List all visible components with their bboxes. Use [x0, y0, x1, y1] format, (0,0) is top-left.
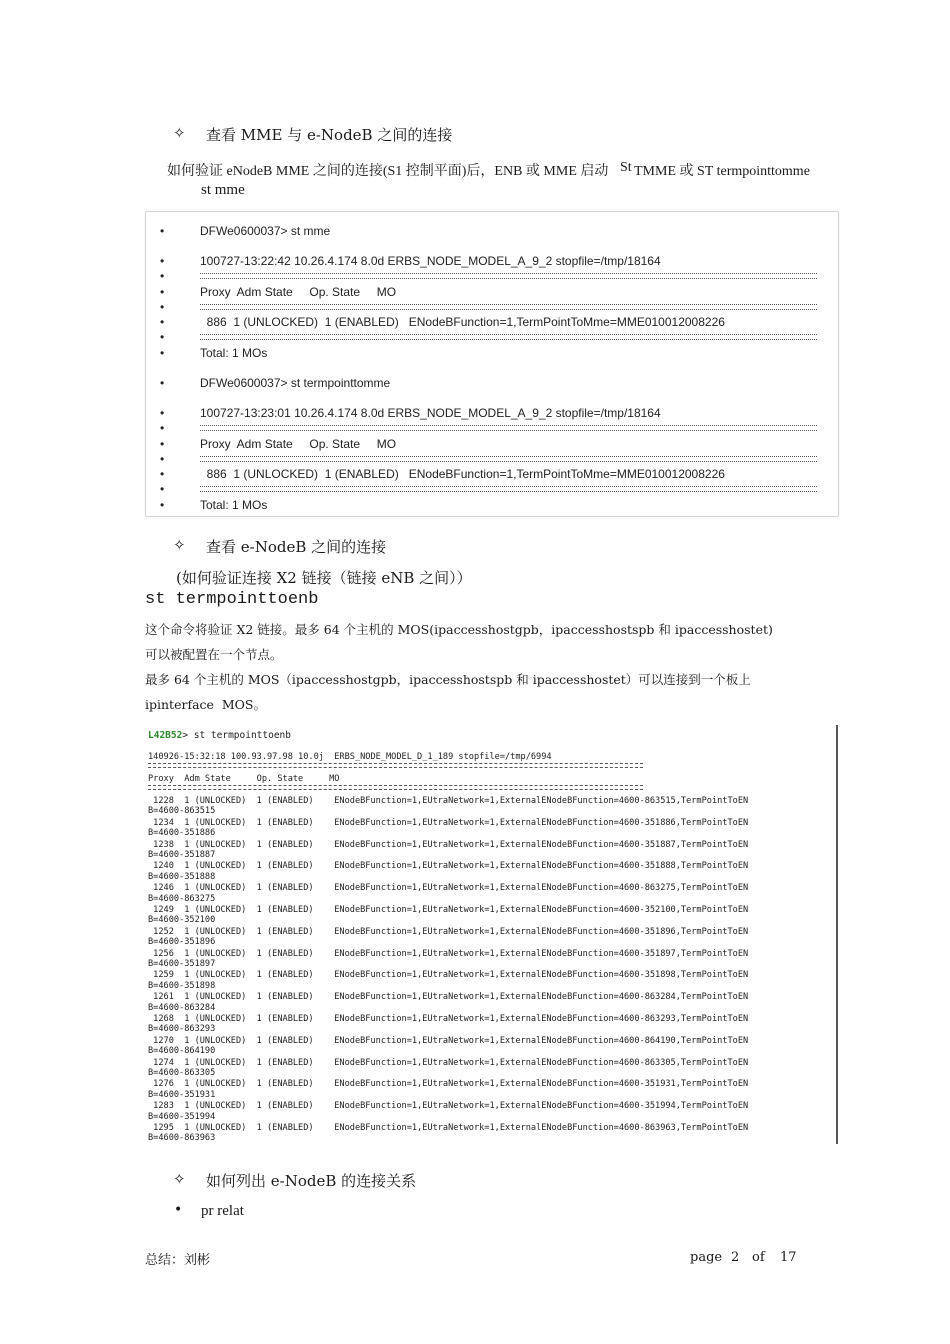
terminal-row: 1252 1 (UNLOCKED) 1 (ENABLED) ENodeBFunction=1,EUtraNetwork=1,ExternalENodeBFunction=4600-351896,TermPointToEN	[148, 927, 749, 937]
section-heading-enb: 查看 e-NodeB 之间的连接	[206, 538, 387, 556]
list-bullet-icon: •	[160, 285, 165, 299]
list-bullet-icon: •	[160, 482, 165, 496]
separator-line	[200, 304, 817, 310]
list-bullet-icon: •	[160, 269, 165, 283]
list-bullet-icon: •	[160, 300, 165, 314]
list-bullet-icon: •	[160, 315, 165, 329]
section-heading-relations: 如何列出 e-NodeB 的连接关系	[206, 1172, 417, 1190]
list-bullet-icon: •	[160, 376, 165, 390]
output-line: Proxy Adm State Op. State MO	[200, 285, 397, 299]
footer-total-pages: 17	[780, 1250, 797, 1265]
command-pr-relat: pr relat	[201, 1203, 244, 1219]
paragraph-line-3: 最多 64 个主机的 MOS（ipaccesshostgpb，ipaccesshostspb 和 ipaccesshostet）可以连接到一个板上	[145, 672, 751, 687]
terminal-row-continuation: B=4600-863275	[148, 894, 216, 904]
command-termpointtoenb: st termpointtoenb	[145, 590, 319, 609]
terminal-row: 1261 1 (UNLOCKED) 1 (ENABLED) ENodeBFunction=1,EUtraNetwork=1,ExternalENodeBFunction=4600-863284,TermPointToEN	[148, 992, 749, 1002]
output-line: 886 1 (UNLOCKED) 1 (ENABLED) ENodeBFunction=1,TermPointToMme=MME010012008226	[200, 467, 725, 481]
intro-overlap-text: St	[620, 160, 632, 175]
terminal-row-continuation: B=4600-351898	[148, 981, 216, 991]
terminal-screenshot	[146, 725, 838, 1144]
terminal-header-line: 140926-15:32:18 100.93.97.98 10.0j ERBS_NODE_MODEL_D_1_189 stopfile=/tmp/6994	[148, 752, 552, 762]
terminal-separator	[148, 763, 643, 768]
section-heading-mme: 查看 MME 与 e-NodeB 之间的连接	[206, 126, 453, 144]
output-line: Total: 1 MOs	[200, 498, 268, 512]
terminal-row-continuation: B=4600-351897	[148, 959, 216, 969]
paragraph-line-1: 这个命令将验证 X2 链接。最多 64 个主机的 MOS(ipaccesshostgpb，ipaccesshostspb 和 ipaccesshostet)	[145, 622, 773, 637]
list-bullet-icon: •	[160, 224, 165, 238]
output-line: Total: 1 MOs	[200, 346, 268, 360]
footer-of-word: of	[752, 1250, 765, 1265]
intro-line: 如何验证 eNodeB MME 之间的连接(S1 控制平面)后，ENB 或 MME 启动	[167, 164, 609, 179]
terminal-separator	[148, 785, 643, 790]
terminal-row-continuation: B=4600-351994	[148, 1112, 216, 1122]
prompt-command: > st termpointtoenb	[182, 730, 291, 741]
terminal-row-continuation: B=4600-351888	[148, 872, 216, 882]
footer-page-number: 2	[731, 1250, 740, 1265]
terminal-row-continuation: B=4600-863515	[148, 806, 216, 816]
diamond-bullet-icon: ✧	[173, 536, 186, 554]
list-bullet-icon: •	[160, 330, 165, 344]
output-line: 886 1 (UNLOCKED) 1 (ENABLED) ENodeBFunction=1,TermPointToMme=MME010012008226	[200, 315, 725, 329]
terminal-row-continuation: B=4600-351887	[148, 850, 216, 860]
terminal-row: 1274 1 (UNLOCKED) 1 (ENABLED) ENodeBFunction=1,EUtraNetwork=1,ExternalENodeBFunction=4600-863305,TermPointToEN	[148, 1058, 749, 1068]
list-bullet-icon: •	[160, 498, 165, 512]
output-line: DFWe0600037> st mme	[200, 224, 331, 238]
terminal-row-continuation: B=4600-863293	[148, 1024, 216, 1034]
prompt-node-name: L42B52	[148, 730, 183, 741]
terminal-row-continuation: B=4600-352100	[148, 915, 216, 925]
terminal-row: 1295 1 (UNLOCKED) 1 (ENABLED) ENodeBFunction=1,EUtraNetwork=1,ExternalENodeBFunction=4600-863963,TermPointToEN	[148, 1123, 749, 1133]
terminal-row-continuation: B=4600-863963	[148, 1133, 216, 1143]
terminal-row: 1256 1 (UNLOCKED) 1 (ENABLED) ENodeBFunction=1,EUtraNetwork=1,ExternalENodeBFunction=4600-351897,TermPointToEN	[148, 949, 749, 959]
paragraph-line-2: 可以被配置在一个节点。	[145, 647, 283, 662]
terminal-prompt	[148, 731, 291, 741]
list-bullet-icon: •	[160, 437, 165, 451]
list-bullet-icon: •	[174, 1202, 183, 1218]
paragraph-line-4: ipinterface MOS。	[145, 697, 266, 712]
list-bullet-icon: •	[160, 467, 165, 481]
footer-author: 总结：刘彬	[145, 1253, 211, 1268]
output-line: 100727-13:23:01 10.26.4.174 8.0d ERBS_NODE_MODEL_A_9_2 stopfile=/tmp/18164	[200, 406, 661, 420]
terminal-row: 1238 1 (UNLOCKED) 1 (ENABLED) ENodeBFunction=1,EUtraNetwork=1,ExternalENodeBFunction=4600-351887,TermPointToEN	[148, 840, 749, 850]
mme-output-box	[145, 211, 839, 517]
separator-line	[200, 456, 817, 462]
terminal-row-continuation: B=4600-863284	[148, 1003, 216, 1013]
output-line: Proxy Adm State Op. State MO	[200, 437, 397, 451]
terminal-column-header: Proxy Adm State Op. State MO	[148, 774, 340, 784]
list-bullet-icon: •	[160, 421, 165, 435]
list-bullet-icon: •	[160, 406, 165, 420]
terminal-row: 1268 1 (UNLOCKED) 1 (ENABLED) ENodeBFunction=1,EUtraNetwork=1,ExternalENodeBFunction=4600-863293,TermPointToEN	[148, 1014, 749, 1024]
output-line: DFWe0600037> st termpointtomme	[200, 376, 391, 390]
output-line: 100727-13:22:42 10.26.4.174 8.0d ERBS_NODE_MODEL_A_9_2 stopfile=/tmp/18164	[200, 254, 661, 268]
terminal-row: 1249 1 (UNLOCKED) 1 (ENABLED) ENodeBFunction=1,EUtraNetwork=1,ExternalENodeBFunction=4600-352100,TermPointToEN	[148, 905, 749, 915]
terminal-row-continuation: B=4600-864190	[148, 1046, 216, 1056]
separator-line	[200, 273, 817, 279]
separator-line	[200, 486, 817, 492]
list-bullet-icon: •	[160, 452, 165, 466]
terminal-row: 1283 1 (UNLOCKED) 1 (ENABLED) ENodeBFunction=1,EUtraNetwork=1,ExternalENodeBFunction=4600-351994,TermPointToEN	[148, 1101, 749, 1111]
terminal-row-continuation: B=4600-351886	[148, 828, 216, 838]
terminal-row: 1276 1 (UNLOCKED) 1 (ENABLED) ENodeBFunction=1,EUtraNetwork=1,ExternalENodeBFunction=4600-351931,TermPointToEN	[148, 1079, 749, 1089]
footer-page-word: page	[690, 1250, 723, 1265]
section-subheading: (如何验证连接 X2 链接（链接 eNB 之间））	[176, 569, 472, 587]
separator-line	[200, 334, 817, 340]
terminal-row: 1240 1 (UNLOCKED) 1 (ENABLED) ENodeBFunction=1,EUtraNetwork=1,ExternalENodeBFunction=4600-351888,TermPointToEN	[148, 861, 749, 871]
terminal-row: 1246 1 (UNLOCKED) 1 (ENABLED) ENodeBFunction=1,EUtraNetwork=1,ExternalENodeBFunction=4600-863275,TermPointToEN	[148, 883, 749, 893]
terminal-row: 1228 1 (UNLOCKED) 1 (ENABLED) ENodeBFunction=1,EUtraNetwork=1,ExternalENodeBFunction=4600-863515,TermPointToEN	[148, 796, 749, 806]
separator-line	[200, 425, 817, 431]
list-bullet-icon: •	[160, 254, 165, 268]
diamond-bullet-icon: ✧	[173, 1170, 186, 1188]
terminal-row-continuation: B=4600-351896	[148, 937, 216, 947]
command-st-mme: st mme	[201, 182, 245, 198]
terminal-row: 1234 1 (UNLOCKED) 1 (ENABLED) ENodeBFunction=1,EUtraNetwork=1,ExternalENodeBFunction=4600-351886,TermPointToEN	[148, 818, 749, 828]
intro-tail-text: TMME 或 ST termpointtomme	[634, 164, 810, 179]
list-bullet-icon: •	[160, 346, 165, 360]
terminal-row-continuation: B=4600-351931	[148, 1090, 216, 1100]
terminal-row-continuation: B=4600-863305	[148, 1068, 216, 1078]
terminal-row: 1270 1 (UNLOCKED) 1 (ENABLED) ENodeBFunction=1,EUtraNetwork=1,ExternalENodeBFunction=4600-864190,TermPointToEN	[148, 1036, 749, 1046]
diamond-bullet-icon: ✧	[173, 124, 186, 142]
terminal-row: 1259 1 (UNLOCKED) 1 (ENABLED) ENodeBFunction=1,EUtraNetwork=1,ExternalENodeBFunction=4600-351898,TermPointToEN	[148, 970, 749, 980]
